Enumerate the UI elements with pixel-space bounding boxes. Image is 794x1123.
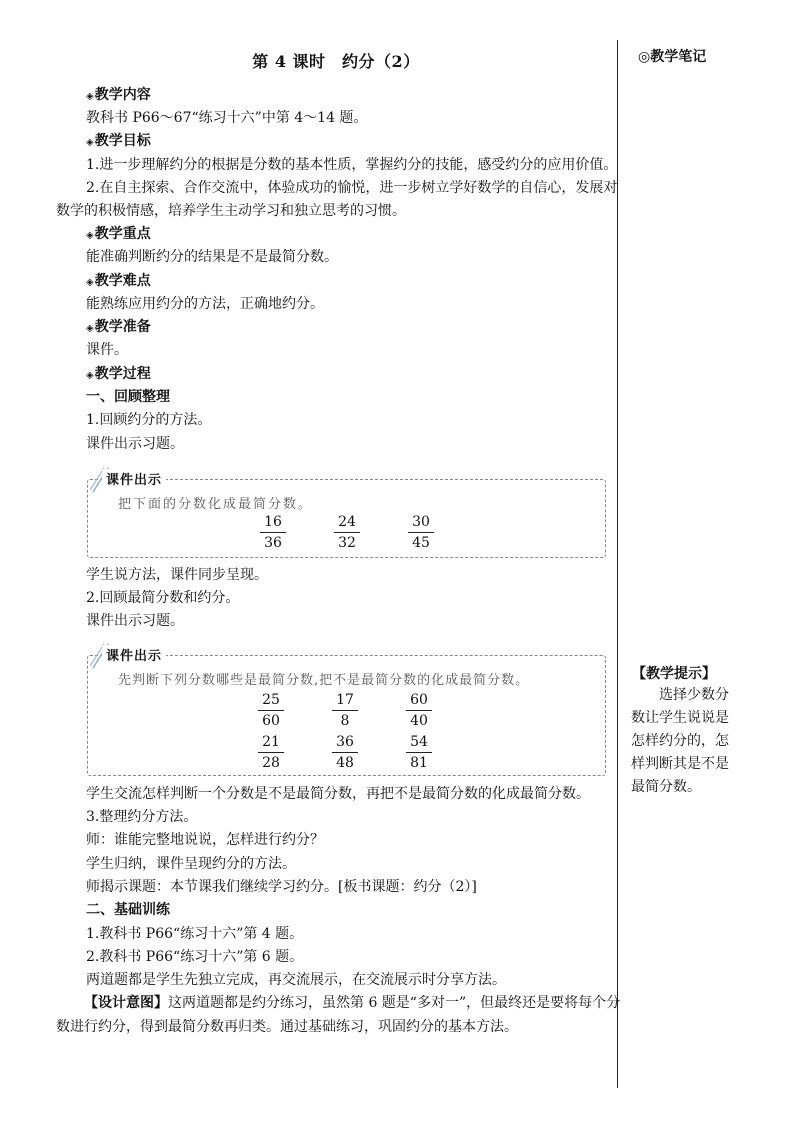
page-title: 第 4 课时 约分（2） xyxy=(252,52,420,71)
bullet-icon: ◈ xyxy=(86,277,94,288)
fraction: 16 36 xyxy=(256,514,290,551)
design-intent-label: 【设计意图】 xyxy=(84,995,168,1011)
goal-1: 1.进一步理解约分的根据是分数的基本性质，掌握约分的技能，感受约分的应用价值。 xyxy=(86,157,618,173)
fraction: 54 81 xyxy=(402,734,436,771)
fraction: 21 28 xyxy=(254,734,288,771)
s2-line-1: 1.教科书 P66“练习十六”第 4 题。 xyxy=(86,926,304,942)
box-2-instruction: 先判断下列分数哪些是最简分数,把不是最简分数的化成最简分数。 xyxy=(118,673,530,688)
heading-difficulty: ◈教学难点 xyxy=(86,273,151,289)
key-text: 能准确判断约分的结果是不是最简分数。 xyxy=(86,249,338,265)
box-1-instruction: 把下面的分数化成最简分数。 xyxy=(118,497,314,512)
content-text: 教科书 P66～67“练习十六”中第 4～14 题。 xyxy=(86,110,368,126)
difficulty-text: 能熟练应用约分的方法，正确地约分。 xyxy=(86,296,324,312)
teaching-tip-body: 选择少数分数让学生说说是怎样约分的，怎样判断其是不是最简分数。 xyxy=(631,687,729,795)
s1-line-7: 3.整理约分方法。 xyxy=(86,809,198,825)
heading-goals: ◈教学目标 xyxy=(86,133,151,149)
courseware-box-1 xyxy=(87,473,606,558)
design-intent-a: 【设计意图】这两道题都是约分练习，虽然第 6 题是“多对一”，但最终还是要将每个分 xyxy=(84,995,621,1011)
s1-line-3: 学生说方法，课件同步呈现。 xyxy=(86,567,268,583)
heading-prep: ◈教学准备 xyxy=(86,319,151,335)
courseware-box-2 xyxy=(87,649,606,776)
bullet-icon: ◈ xyxy=(86,230,94,241)
s1-line-6: 学生交流怎样判断一个分数是不是最简分数，再把不是最简分数的化成最简分数。 xyxy=(86,786,590,802)
heading-key: ◈教学重点 xyxy=(86,226,151,242)
s1-line-8: 师：谁能完整地说说，怎样进行约分？ xyxy=(86,832,324,848)
box-1-label: 课件出示 xyxy=(102,469,166,488)
s1-line-9: 学生归纳，课件呈现约分的方法。 xyxy=(86,856,296,872)
goal-2a: 2.在自主探索、合作交流中，体验成功的愉悦，进一步树立学好数学的自信心，发展对 xyxy=(86,180,618,196)
bullet-icon: ◈ xyxy=(86,323,94,334)
teaching-tip-title: 【教学提示】 xyxy=(632,666,716,682)
fraction: 60 40 xyxy=(402,692,436,729)
fraction: 30 45 xyxy=(404,514,438,551)
section-1-title: 一、回顾整理 xyxy=(86,389,170,405)
s2-line-2: 2.教科书 P66“练习十六”第 6 题。 xyxy=(86,949,304,965)
fraction: 25 60 xyxy=(254,692,288,729)
box-2-label: 课件出示 xyxy=(102,645,166,664)
bullet-icon: ◈ xyxy=(86,137,94,148)
heading-content: ◈教学内容 xyxy=(86,87,151,103)
design-intent-b: 数进行约分，得到最简分数再归类。通过基础练习，巩固约分的基本方法。 xyxy=(56,1019,518,1035)
goal-2b: 数学的积极情感，培养学生主动学习和独立思考的习惯。 xyxy=(56,203,406,219)
s1-line-2: 课件出示习题。 xyxy=(86,436,184,452)
fraction: 36 48 xyxy=(328,734,362,771)
prep-text: 课件。 xyxy=(86,342,128,358)
fraction: 17 8 xyxy=(328,692,362,729)
notes-header: ◎教学笔记 xyxy=(638,49,707,65)
s1-line-4: 2.回顾最简分数和约分。 xyxy=(86,590,240,606)
s2-line-3: 两道题都是学生先独立完成，再交流展示，在交流展示时分享方法。 xyxy=(86,972,506,988)
bullet-icon: ◈ xyxy=(86,91,94,102)
s1-line-1: 1.回顾约分的方法。 xyxy=(86,412,212,428)
section-2-title: 二、基础训练 xyxy=(86,902,170,918)
fraction: 24 32 xyxy=(330,514,364,551)
heading-process: ◈教学过程 xyxy=(86,366,151,382)
s1-line-10: 师揭示课题：本节课我们继续学习约分。[板书课题：约分（2）] xyxy=(86,879,477,895)
s1-line-5: 课件出示习题。 xyxy=(86,613,184,629)
bullet-icon: ◈ xyxy=(86,370,94,381)
